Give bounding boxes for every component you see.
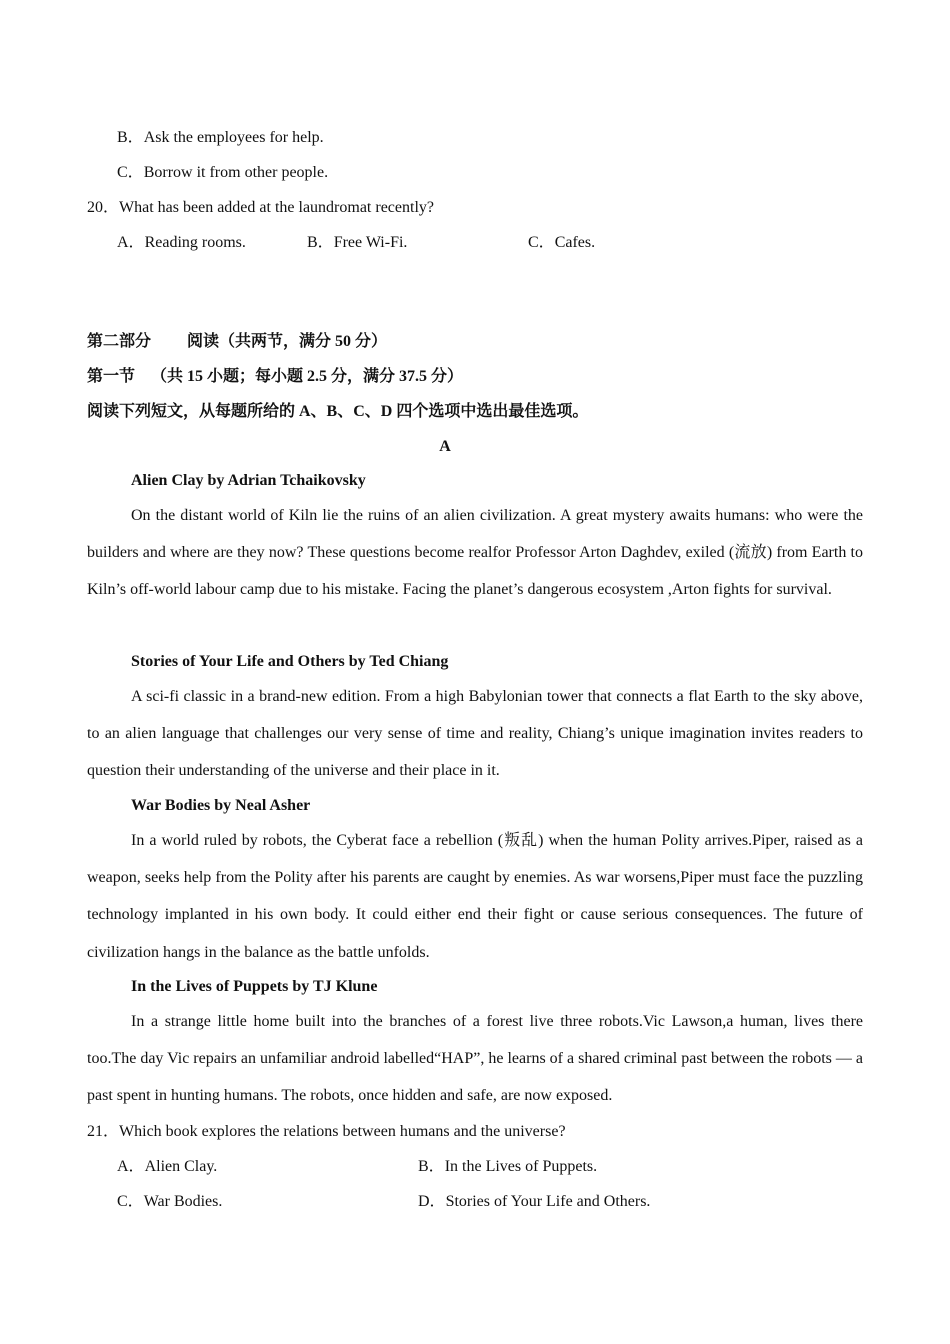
book-title: Stories of Your Life and Others by Ted Chiang [131, 653, 449, 670]
question-20: 20．What has been added at the laundromat recently? [87, 199, 434, 216]
q21-option-b: B．In the Lives of Puppets. [418, 1158, 598, 1175]
prev-option-c: C．Borrow it from other people. [117, 164, 329, 181]
q21-option-d: D．Stories of Your Life and Others. [418, 1193, 651, 1210]
book-title: War Bodies by Neal Asher [131, 797, 311, 814]
q21-option-a: A．Alien Clay. [117, 1158, 218, 1175]
section-sub-heading: 第一节 （共 15 小题；每小题 2.5 分，满分 37.5 分） [87, 368, 464, 385]
prev-option-b: B．Ask the employees for help. [117, 129, 324, 146]
book-title: Alien Clay by Adrian Tchaikovsky [131, 472, 366, 489]
passage-label: A [439, 438, 451, 455]
q21-option-c: C．War Bodies. [117, 1193, 223, 1210]
book-description: A sci-fi classic in a brand-new edition. From a high Babylonian tower that connects a flat Earth to the sky above, to an alien language that challenges our very sense of time and reality, Chiang’s unique imagination invites readers to question their understanding of the universe and their place in it. [87, 688, 863, 780]
book-description: In a world ruled by robots, the Cyberat face a rebellion (叛乱) when the human Polity arrives.Piper, raised as a weapon, seeks help from the Polity after his parents are caught by enemies. As war worsens,Piper must face the puzzling technology implanted in his own body. It could either end their fight or cause serious consequences. The future of civilization hangs in the balance as the battle unfolds. [87, 832, 863, 961]
question-21: 21．Which book explores the relations between humans and the universe? [87, 1123, 566, 1140]
q20-option-c: C．Cafes. [528, 234, 596, 251]
q20-option-a: A．Reading rooms. [117, 234, 246, 251]
section-part-heading: 第二部分 阅读（共两节，满分 50 分） [87, 333, 388, 350]
book-description: In a strange little home built into the branches of a forest live three robots.Vic Lawson,a human, lives there too.The day Vic repairs an unfamiliar android labelled“HAP”, he learns of a shared criminal past between the robots — a past spent in hunting humans. The robots, once hidden and safe, are now exposed. [87, 1013, 863, 1105]
q20-option-b: B．Free Wi-Fi. [307, 234, 408, 251]
book-title: In the Lives of Puppets by TJ Klune [131, 978, 378, 995]
section-instruction: 阅读下列短文，从每题所给的 A、B、C、D 四个选项中选出最佳选项。 [87, 403, 589, 420]
book-description: On the distant world of Kiln lie the ruins of an alien civilization. A great mystery awaits humans: who were the builders and where are they now? These questions become realfor Professor Arton Daghdev, exiled (流放) from Earth to Kiln’s off-world labour camp due to his mistake. Facing the planet’s dangerous ecosystem ,Arton fights for survival. [87, 507, 863, 599]
